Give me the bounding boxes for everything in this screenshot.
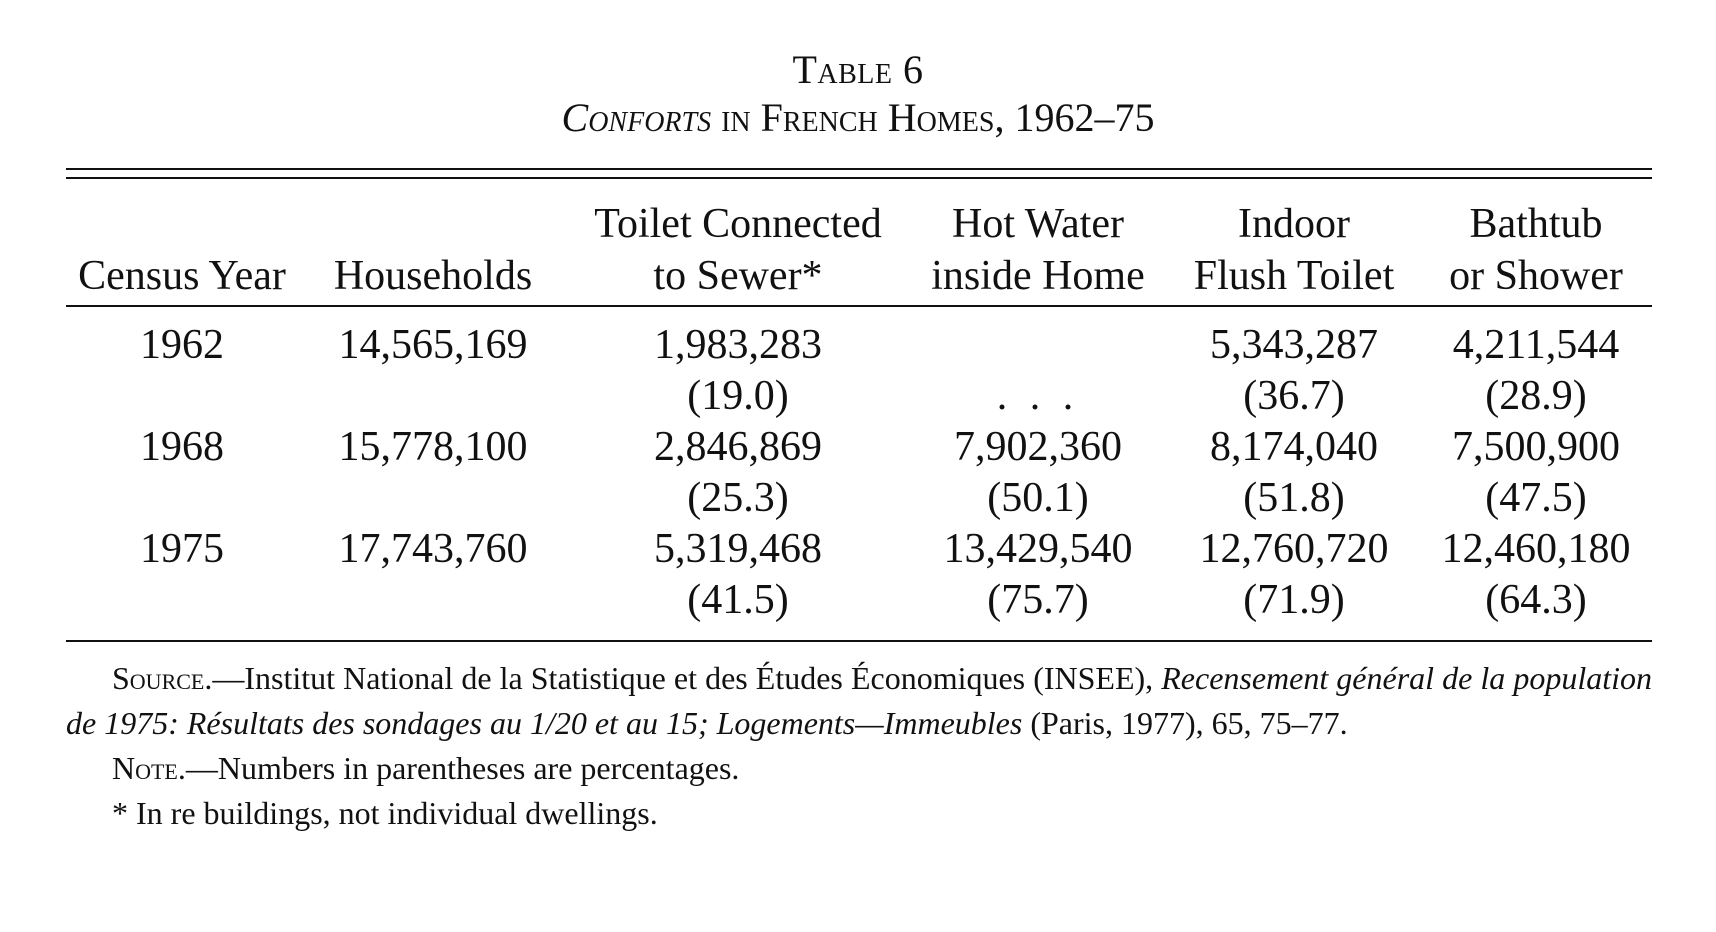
source-publication-title: Recensement général de la population de 1975: Résultats des sondages au 1/20 et au 15; Logements—Immeubles: [66, 660, 1653, 741]
table-notes: [66, 656, 1652, 836]
note-label: Note.: [112, 750, 186, 786]
cell-bath: 7,500,900 (47.5): [1452, 424, 1620, 521]
cell-hot-water: 7,902,360 (50.1): [954, 424, 1122, 521]
cell-toilet: 5,319,468 (41.5): [654, 526, 822, 623]
cell-year: 1962: [140, 322, 224, 368]
cell-bath: 12,460,180 (64.3): [1441, 526, 1631, 623]
column-header-census-year: Census Year: [78, 253, 286, 299]
table-row: [66, 524, 1652, 626]
cell-year: 1968: [140, 424, 224, 470]
table-number: Table 6: [792, 47, 924, 92]
cell-bath: 4,211,544 (28.9): [1452, 322, 1620, 419]
table-caption: [0, 46, 1716, 142]
top-double-rule-upper: [66, 168, 1652, 170]
cell-hot-water: [908, 302, 1168, 422]
ellipsis-not-available: . . .: [996, 373, 1080, 419]
column-header-indoor-toilet: Indoor Flush Toilet: [1193, 201, 1395, 299]
column-header-households: Households: [333, 253, 533, 299]
cell-toilet: 1,983,283 (19.0): [654, 322, 822, 419]
source-label: Source.: [112, 660, 213, 696]
table-title-rest: in French Homes, 1962–75: [711, 95, 1155, 140]
cell-households: 17,743,760: [338, 526, 528, 572]
cell-households: 14,565,169: [338, 322, 528, 368]
source-note: Source.—Institut National de la Statistique et des Études Économiques (INSEE), Recensement général de la population de 1975: Résultats des sondages au 1/20 et au 15; Logements—Immeubles (Paris, 1977), 65, 75–77.: [66, 660, 1653, 741]
cell-indoor: 12,760,720 (71.9): [1199, 526, 1389, 623]
column-header-hot-water: Hot Water inside Home: [931, 201, 1145, 299]
table-row: [66, 422, 1652, 524]
table-title-italic: Conforts: [561, 95, 712, 140]
cell-toilet: 2,846,869 (25.3): [654, 424, 822, 521]
cell-households: 15,778,100: [338, 424, 528, 470]
bottom-rule: [66, 640, 1652, 642]
cell-year: 1975: [140, 526, 224, 572]
cell-indoor: 5,343,287 (36.7): [1210, 322, 1378, 419]
header-row: [66, 186, 1652, 302]
cell-hot-water: 13,429,540 (75.7): [943, 526, 1133, 623]
cell-indoor: 8,174,040 (51.8): [1210, 424, 1378, 521]
footnote: * In re buildings, not individual dwellings.: [112, 795, 658, 831]
table-row: [66, 302, 1652, 422]
column-header-bath-shower: Bathtub or Shower: [1449, 201, 1623, 299]
percentage-note: Note.—Numbers in parentheses are percentages.: [112, 750, 740, 786]
data-table: [66, 186, 1652, 626]
top-double-rule-lower: [66, 177, 1652, 179]
column-header-toilet-sewer: Toilet Connected to Sewer*: [594, 201, 882, 299]
table-title: [0, 94, 1716, 142]
